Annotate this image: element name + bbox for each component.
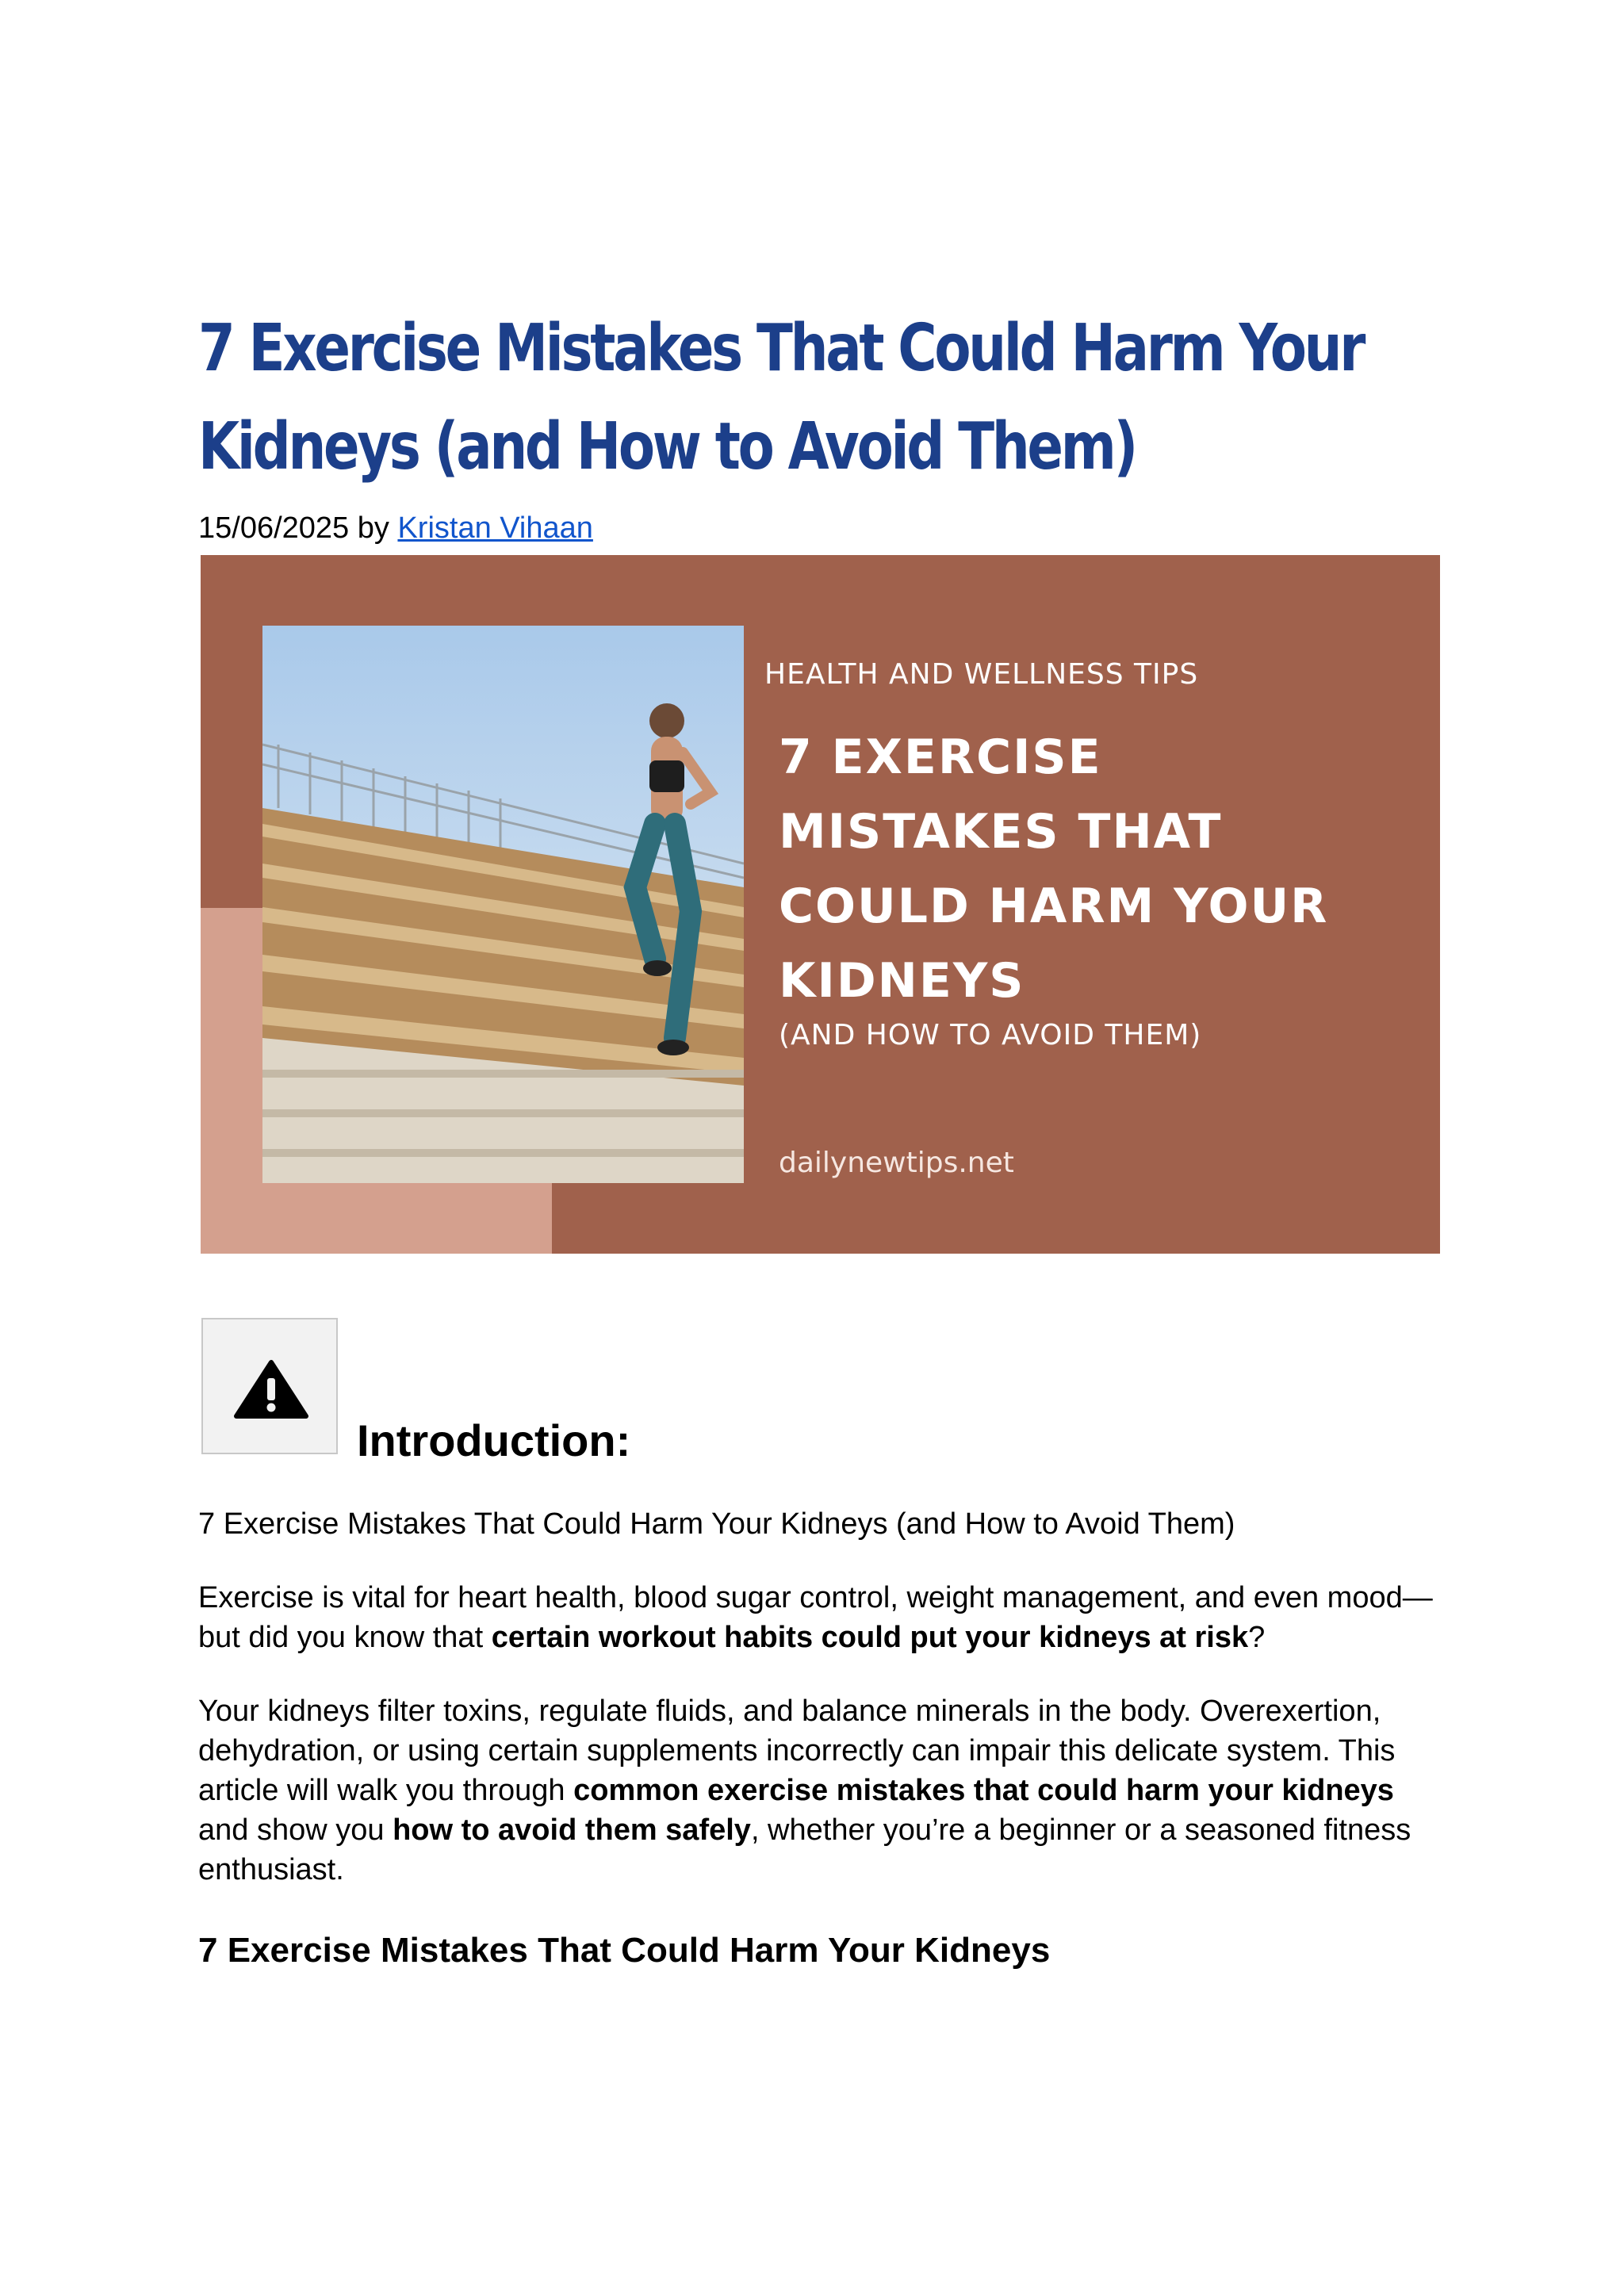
intro-paragraph-3 <box>198 1691 1443 1890</box>
banner-subline: (AND HOW TO AVOID THEM) <box>779 1019 1202 1051</box>
banner-headline <box>779 720 1429 1018</box>
intro-paragraph-1: 7 Exercise Mistakes That Could Harm Your Kidneys (and How to Avoid Them) <box>198 1507 1235 1541</box>
banner-headline-line: 7 EXERCISE <box>779 730 1102 785</box>
banner-headline-line: KIDNEYS <box>779 953 1025 1009</box>
title-line-1: 7 Exercise Mistakes That Could Harm Your <box>198 311 1364 386</box>
bold-text: how to avoid them safely <box>393 1813 751 1847</box>
text-run: and show you <box>198 1813 393 1847</box>
author-link[interactable]: Kristan Vihaan <box>397 511 593 545</box>
broken-image-placeholder <box>201 1318 338 1454</box>
runner-photo <box>262 626 744 1183</box>
text-run: ? <box>1248 1621 1266 1654</box>
post-date: 15/06/2025 <box>198 511 350 545</box>
stadium-runner-illustration <box>262 626 744 1183</box>
intro-heading: Introduction: <box>357 1415 631 1465</box>
byline-by: by <box>349 511 398 545</box>
bold-text: common exercise mistakes that could harm your kidneys <box>573 1774 1394 1807</box>
banner-headline-line: MISTAKES THAT <box>779 804 1223 860</box>
section-heading: 7 Exercise Mistakes That Could Harm Your Kidneys <box>198 1931 1051 1970</box>
banner-kicker: HEALTH AND WELLNESS TIPS <box>764 658 1199 691</box>
intro-paragraph-2 <box>198 1578 1443 1657</box>
bold-text: certain workout habits could put your kidneys at risk <box>491 1621 1249 1654</box>
featured-banner <box>201 555 1440 1254</box>
text-run: , whether you’re a beginner or a seasoned fitness enthusiast. <box>198 1813 1411 1886</box>
warning-icon <box>233 1359 309 1419</box>
text-run: Your kidneys filter toxins, regulate fluids, and balance minerals in the body. Overexertion, dehydration, or using certain supplements incorrectly can impair this delicate system. This article will walk you through <box>198 1695 1396 1807</box>
title-line-2: Kidneys (and How to Avoid Them) <box>198 409 1136 484</box>
text-run: Exercise is vital for heart health, blood sugar control, weight management, and even mood—but did you know that <box>198 1581 1433 1654</box>
page-title <box>198 300 1434 496</box>
byline <box>198 509 593 547</box>
banner-headline-line: COULD HARM YOUR <box>779 879 1329 934</box>
banner-site: dailynewtips.net <box>779 1147 1014 1179</box>
